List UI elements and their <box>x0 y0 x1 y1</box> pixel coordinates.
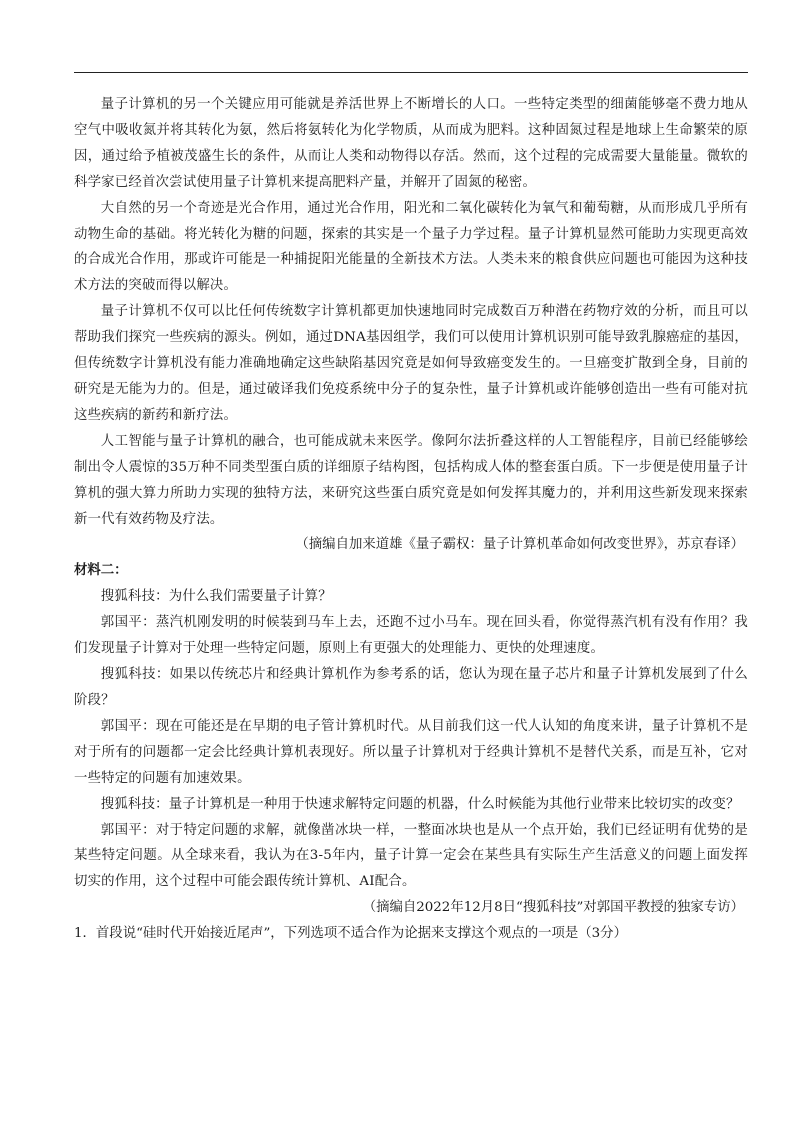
header-rule <box>74 72 748 73</box>
interview-answer-1: 郭国平：蒸汽机刚发明的时候装到马车上去，还跑不过小马车。现在回头看，你觉得蒸汽机有没有作用？我们发现量子计算对于处理一些特定问题，原则上有更强大的处理能力、更快的处理速度。 <box>74 615 748 657</box>
source-citation-two: （摘编自2022年12月8日“搜狐科技”对郭国平教授的独家专访） <box>362 900 744 916</box>
material-two <box>74 558 748 921</box>
paragraph-photosynthesis: 大自然的另一个奇迹是光合作用，通过光合作用，阳光和二氧化碳转化为氧气和葡萄糖，从而形成几乎所有动物生命的基础。将光转化为糖的问题，探索的其实是一个量子力学过程。量子计算机显然可能助力实现更高效的合成光合作用，那或许可能是一种捕捉阳光能量的全新技术方法。人类未来的粮食供应问题也可能因为这种技术方法的突破而得以解决。 <box>74 200 748 294</box>
paragraph-ai-fusion: 人工智能与量子计算机的融合，也可能成就未来医学。像阿尔法折叠这样的人工智能程序，目前已经能够绘制出令人震惊的35万种不同类型蛋白质的详细原子结构图，包括构成人体的整套蛋白质。下一步便是使用量子计算机的强大算力所助力实现的独特方法，来研究这些蛋白质究竟是如何发挥其魔力的，并利用这些新发现来探索新一代有效药物及疗法。 <box>74 433 748 527</box>
paragraph-nitrogen-fixation: 量子计算机的另一个关键应用可能就是养活世界上不断增长的人口。一些特定类型的细菌能够毫不费力地从空气中吸收氮并将其转化为氨，然后将氨转化为化学物质，从而成为肥料。这种固氮过程是地球上生命繁荣的原因，通过给予植被茂盛生长的条件，从而让人类和动物得以存活。然而，这个过程的完成需要大量能量。微软的科学家已经首次尝试使用量子计算机来提高肥料产量，并解开了固氮的秘密。 <box>74 97 748 190</box>
interview-answer-3: 郭国平：对于特定问题的求解，就像凿冰块一样，一整面冰块也是从一个点开始，我们已经证明有优势的是某些特定问题。从全球来看，我认为在3-5年内，量子计算一定会在某些具有实际生产生活意义的问题上面发挥切实的作用，这个过程中可能会跟传统计算机、AI配合。 <box>74 822 748 890</box>
paragraph-medicine: 量子计算机不仅可以比任何传统数字计算机都更加快速地同时完成数百万种潜在药物疗效的分析，而且可以帮助我们探究一些疾病的源头。例如，通过DNA基因组学，我们可以使用计算机识别可能导致乳腺癌症的基因，但传统数字计算机没有能力准确地确定这些缺陷基因究竟是如何导致癌变发生的。一旦癌变扩散到全身，目前的研究是无能为力的。但是，通过破译我们免疫系统中分子的复杂性，量子计算机或许能够创造出一些有可能对抗这些疾病的新药和新疗法。 <box>74 304 748 423</box>
material-two-heading: 材料二： <box>74 563 128 579</box>
interview-answer-2: 郭国平：现在可能还是在早期的电子管计算机时代。从目前我们这一代人认知的角度来讲，量子计算机不是对于所有的问题都一定会比经典计算机表现好。所以量子计算机对于经典计算机不是替代关系，而是互补，它对一些特定的问题有加速效果。 <box>74 718 748 786</box>
interview-question-1: 搜狐科技：为什么我们需要量子计算？ <box>100 589 332 605</box>
question-one: 1．首段说“硅时代开始接近尾声”，下列选项不适合作为论据来支撑这个观点的一项是（3分） <box>74 926 627 942</box>
document-body <box>74 92 748 947</box>
source-citation-one: （摘编自加来道雄《量子霸权：量子计算机革命如何改变世界》，苏京春译） <box>295 537 744 553</box>
interview-question-2: 搜狐科技：如果以传统芯片和经典计算机作为参考系的话，您认为现在量子芯片和量子计算机发展到了什么阶段？ <box>74 667 748 709</box>
material-one <box>74 92 748 558</box>
interview-question-3: 搜狐科技：量子计算机是一种用于快速求解特定问题的机器，什么时候能为其他行业带来比较切实的改变？ <box>100 796 740 812</box>
